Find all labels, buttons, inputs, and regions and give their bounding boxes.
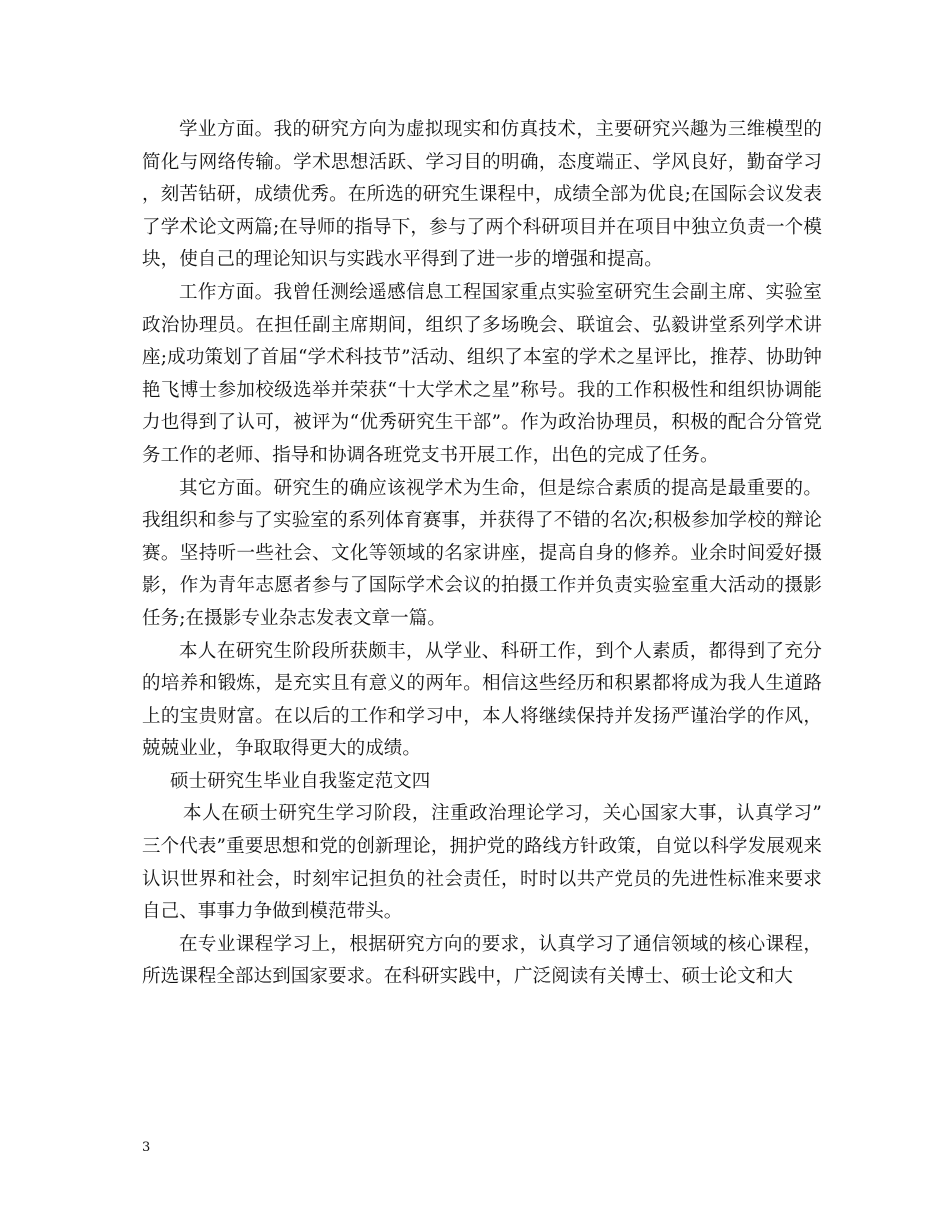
paragraph-course-study: 在专业课程学习上，根据研究方向的要求，认真学习了通信领域的核心课程，所选课程全部达到国家要求。在科研实践中，广泛阅读有关博士、硕士论文和大 [142,933,822,988]
paragraph-other: 其它方面。研究生的确应该视学术为生命，但是综合素质的提高是最重要的。我组织和参与了实验室的系列体育赛事，并获得了不错的名次;积极参加学校的辩论赛。坚持听一些社会、文化等领域的名家讲座，提高自身的修养。业余时间爱好摄影，作为青年志愿者参与了国际学术会议的拍摄工作并负责实验室重大活动的摄影任务;在摄影专业杂志发表文章一篇。 [142,477,822,629]
document-body [142,114,822,994]
section-heading: 硕士研究生毕业自我鉴定范文四 [170,770,431,792]
paragraph-academic: 学业方面。我的研究方向为虚拟现实和仿真技术，主要研究兴趣为三维模型的简化与网络传输。学术思想活跃、学习目的明确，态度端正、学风良好，勤奋学习，刻苦钻研，成绩优秀。在所选的研究生课程中，成绩全部为优良;在国际会议发表了学术论文两篇;在导师的指导下，参与了两个科研项目并在项目中独立负责一个模块，使自己的理论知识与实践水平得到了进一步的增强和提高。 [142,119,822,271]
paragraph-summary: 本人在研究生阶段所获颇丰，从学业、科研工作，到个人素质，都得到了充分的培养和锻炼，是充实且有意义的两年。相信这些经历和积累都将成为我人生道路上的宝贵财富。在以后的工作和学习中，本人将继续保持并发扬严谨治学的作风，兢兢业业，争取取得更大的成绩。 [142,640,822,760]
paragraph-work: 工作方面。我曾任测绘遥感信息工程国家重点实验室研究生会副主席、实验室政治协理员。在担任副主席期间，组织了多场晚会、联谊会、弘毅讲堂系列学术讲座;成功策划了首届“学术科技节”活动、组织了本室的学术之星评比，推荐、协助钟艳飞博士参加校级选举并荣获“十大学术之星”称号。我的工作积极性和组织协调能力也得到了认可，被评为“优秀研究生干部”。作为政治协理员，积极的配合分管党务工作的老师、指导和协调各班党支书开展工作，出色的完成了任务。 [142,281,822,466]
paragraph-political-study: 本人在硕士研究生学习阶段，注重政治理论学习，关心国家大事，认真学习”三个代表”重要思想和党的创新理论，拥护党的路线方针政策，自觉以科学发展观来认识世界和社会，时刻牢记担负的社会责任，时时以共产党员的先进性标准来要求自己、事事力争做到模范带头。 [142,803,822,923]
page-number: 3 [142,1140,151,1155]
